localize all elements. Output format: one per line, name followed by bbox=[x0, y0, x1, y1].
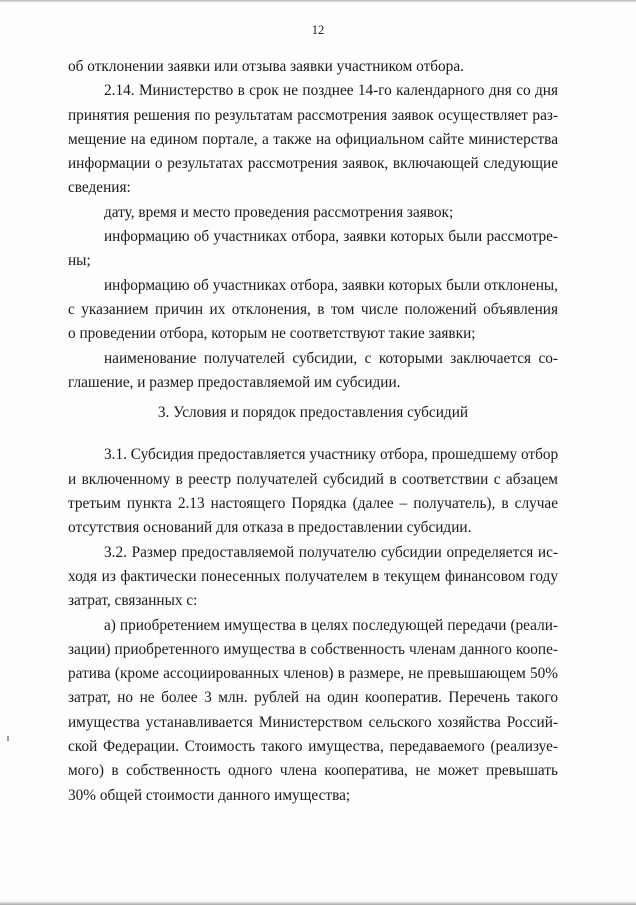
paragraph-3-1-start: 3.1. Субсидия предоставляется участнику отбора, прошедшему отбор bbox=[104, 446, 559, 464]
list-item: информацию об участниках отбора, заявки которых были отклонены, bbox=[104, 276, 558, 294]
section-heading: 3. Условия и порядок предоставления субсидий bbox=[157, 404, 469, 422]
scan-edge-top bbox=[0, 0, 636, 3]
text-line: глашение, и размер предоставляемой им субсидии. bbox=[68, 373, 401, 391]
text-line: ны; bbox=[68, 252, 91, 270]
text-line: затрат, связанных с: bbox=[68, 592, 198, 610]
text-line: ской Федерации. Стоимость такого имущества, передаваемого (реализуе- bbox=[68, 738, 558, 756]
text-line: мещение на едином портале, а также на официальном сайте министерства bbox=[68, 130, 558, 148]
list-item: а) приобретением имущества в целях последующей передачи (реали- bbox=[104, 616, 558, 634]
scan-speck bbox=[7, 736, 9, 741]
text-line: третьим пункта 2.13 настоящего Порядка (далее – получатель), в случае bbox=[68, 495, 558, 513]
text-line: и включенному в реестр получателей субсидий в соответствии с абзацем bbox=[68, 470, 558, 488]
text-line: о проведении отбора, которым не соответствуют такие заявки; bbox=[68, 325, 476, 343]
text-line: с указанием причин их отклонения, в том числе положений объявления bbox=[68, 300, 558, 318]
text-line: информации о результатах рассмотрения заявок, включающей следующие bbox=[68, 155, 558, 173]
text-line: принятия решения по результатам рассмотрения заявок осуществляет раз- bbox=[68, 106, 558, 124]
paragraph-3-2-start: 3.2. Размер предоставляемой получателю субсидии определяется ис- bbox=[104, 543, 558, 561]
list-item: информацию об участниках отбора, заявки которых были рассмотре- bbox=[104, 228, 558, 246]
text-line: ратива (кроме ассоциированных членов) в размере, не превышающем 50% bbox=[68, 665, 558, 683]
document-body bbox=[68, 55, 558, 808]
text-line: сведения: bbox=[68, 179, 131, 197]
paragraph-2-14-start: 2.14. Министерство в срок не позднее 14-го календарного дня со дня bbox=[104, 82, 558, 100]
text-line: отсутствия оснований для отказа в предоставлении субсидии. bbox=[68, 519, 472, 537]
text-line: об отклонении заявки или отзыва заявки участником отбора. bbox=[68, 58, 464, 75]
text-line: 30% общей стоимости данного имущества; bbox=[68, 786, 351, 804]
text-line: зации) приобретенного имущества в собственность членам данного коопе- bbox=[68, 640, 558, 658]
text-line: ходя из фактически понесенных получателем в текущем финансовом году bbox=[68, 567, 558, 585]
list-item: дату, время и место проведения рассмотрения заявок; bbox=[104, 203, 454, 221]
page-number: 12 bbox=[311, 23, 325, 37]
list-item: наименование получателей субсидии, с которыми заключается со- bbox=[104, 349, 558, 367]
text-line: мого) в собственность одного члена кооператива, не может превышать bbox=[68, 762, 558, 780]
text-line: имущества устанавливается Министерством сельского хозяйства Россий- bbox=[68, 713, 558, 731]
scan-edge-bottom bbox=[0, 901, 636, 905]
text-line: затрат, но не более 3 млн. рублей на один кооператив. Перечень такого bbox=[68, 689, 558, 707]
